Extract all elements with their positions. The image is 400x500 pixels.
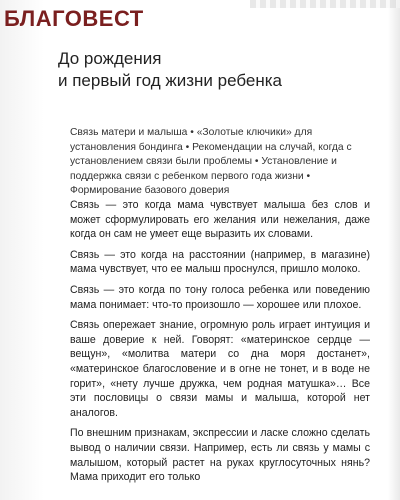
watermark-logo: БЛАГОВЕСТ (4, 6, 144, 31)
body-text (70, 198, 370, 491)
chapter-title-line-2: и первый год жизни ребенка (58, 71, 282, 90)
chapter-title-line-1: До рождения (58, 49, 162, 68)
facing-page-bleed (250, 0, 400, 8)
page-gutter (0, 0, 44, 500)
chapter-summary: Связь матери и малыша • «Золотые ключики» для установления бондинга • Рекомендации на случай, когда с установлением связи были проблемы • Установление и поддержка связи с ребенком первого года жизни • Формирование базового доверия (70, 127, 352, 196)
paragraph: Связь — это когда по тону голоса ребенка или поведению мама понимает: что-то произошло — хорошее или плохое. (70, 283, 370, 311)
paragraph: Связь — это когда на расстоянии (например, в магазине) мама чувствует, что ее малыш проснулся, пришло молоко. (70, 248, 370, 276)
chapter-title (58, 48, 358, 92)
paragraph: Связь опережает знание, огромную роль играет интуиция и ваше доверие к ней. Говорят: «материнское сердце — вещун», «молитва матери со дна моря достанет», «материнское благословение и в огне не тонет, и в воде не горит», «нету лучше дружка, чем родная матушка»… Все эти пословицы о связи мамы и малыша, которой нет аналогов. (70, 319, 370, 419)
page-edge-shadow (388, 0, 400, 500)
paragraph: По внешним признакам, экспрессии и ласке сложно сделать вывод о наличии связи. Например, есть ли связь у мамы с малышом, который растет на руках круглосуточных нянь? Мама приходит его только (70, 427, 370, 484)
paragraph: Связь — это когда мама чувствует малыша без слов и может сформулировать его желания или нежелания, даже когда он сам не умеет еще выразить их словами. (70, 199, 370, 241)
